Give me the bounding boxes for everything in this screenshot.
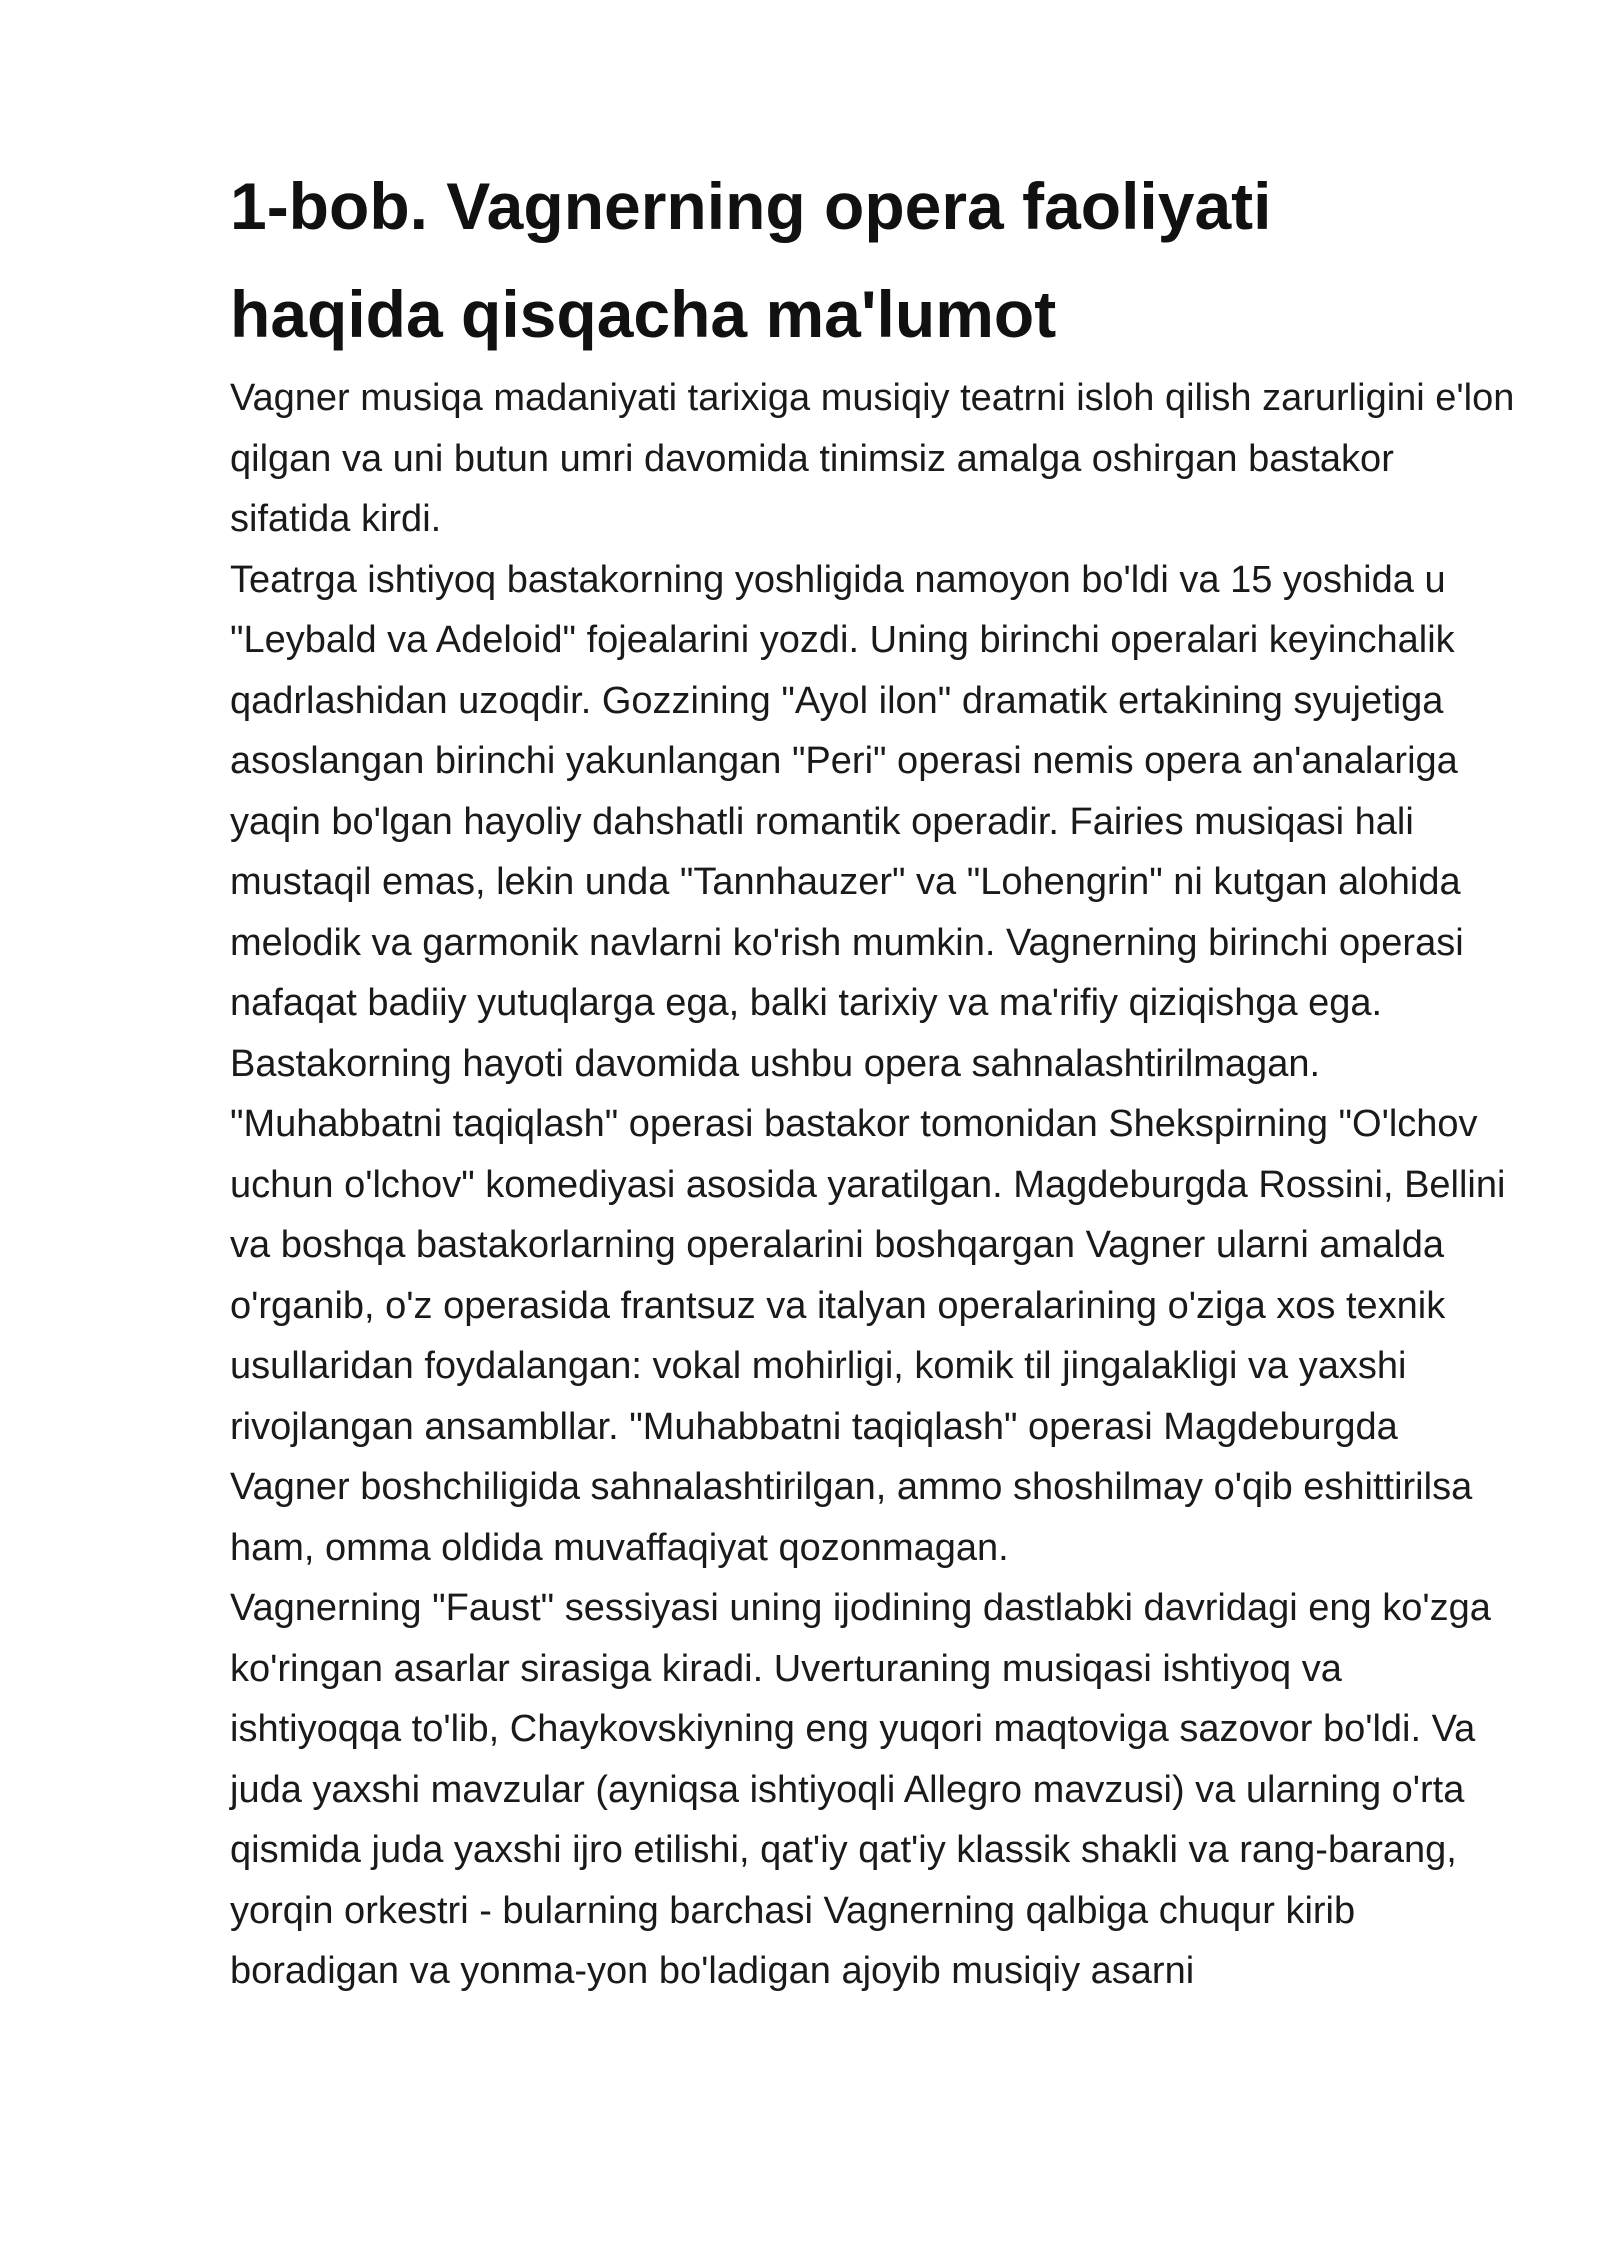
paragraph: Vagnerning "Faust" sessiyasi uning ijodining dastlabki davridagi eng ko'zga ko'ringan asarlar sirasiga kiradi. Uverturaning musiqasi ishtiyoq va ishtiyoqqa to'lib, Chaykovskiyning eng yuqori maqtoviga sazovor bo'ldi. Va juda yaxshi mavzular (ayniqsa ishtiyoqli Allegro mavzusi) va ularning o'rta qismida juda yaxshi ijro etilishi, qat'iy qat'iy klassik shakli va rang-barang, yorqin orkestri - bularning barchasi Vagnerning qalbiga chuqur kirib boradigan va yonma-yon bo'ladigan ajoyib musiqiy asarni [230, 1587, 1491, 1992]
body-text [230, 368, 1520, 2002]
paragraph: "Muhabbatni taqiqlash" operasi bastakor tomonidan Shekspirning "O'lchov uchun o'lchov" komediyasi asosida yaratilgan. Magdeburgda Rossini, Bellini va boshqa bastakorlarning operalarini boshqargan Vagner ularni amalda o'rganib, o'z operasida frantsuz va italyan operalarining o'ziga xos texnik usullaridan foydalangan: vokal mohirligi, komik til jingalakligi va yaxshi rivojlangan ansambllar. "Muhabbatni taqiqlash" operasi Magdeburgda Vagner boshchiligida sahnalashtirilgan, ammo shoshilmay o'qib eshittirilsa ham, omma oldida muvaffaqiyat qozonmagan. [230, 1103, 1506, 1569]
page-content [230, 152, 1520, 2002]
paragraph: Vagner musiqa madaniyati tarixiga musiqiy teatrni isloh qilish zarurligini e'lon qilgan va uni butun umri davomida tinimsiz amalga oshirgan bastakor sifatida kirdi. [230, 377, 1515, 540]
paragraph: Teatrga ishtiyoq bastakorning yoshligida namoyon bo'ldi va 15 yoshida u "Leybald va Adeloid" fojealarini yozdi. Uning birinchi operalari keyinchalik qadrlashidan uzoqdir. Gozzining "Ayol ilon" dramatik ertakining syujetiga asoslangan birinchi yakunlangan "Peri" operasi nemis opera an'analariga yaqin bo'lgan hayoliy dahshatli romantik operadir. Fairies musiqasi hali mustaqil emas, lekin unda "Tannhauzer" va "Lohengrin" ni kutgan alohida melodik va garmonik navlarni ko'rish mumkin. Vagnerning birinchi operasi nafaqat badiiy yutuqlarga ega, balki tarixiy va ma'rifiy qiziqishga ega. Bastakorning hayoti davomida ushbu opera sahnalashtirilmagan. [230, 558, 1464, 1085]
chapter-title: 1-bob. Vagnerning opera faoliyati haqida qisqacha ma'lumot [230, 169, 1272, 351]
